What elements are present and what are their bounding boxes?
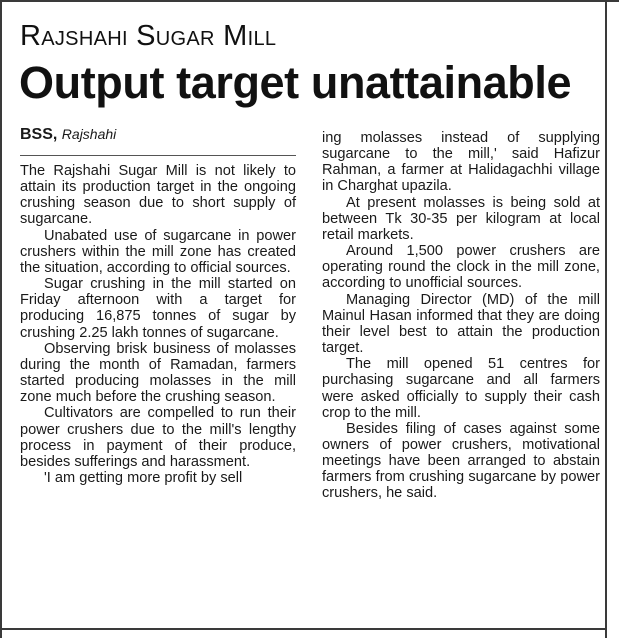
clipping-border-left [0,0,2,638]
clipping-border-top [0,0,619,2]
paragraph: Cultivators are compelled to run their power crushers due to the mill's lengthy process in payment of their produce, besides sufferings and harassment. [20,405,296,470]
paragraph: Sugar crushing in the mill started on Friday afternoon with a target for producing 16,875 tonnes of sugar by crushing 2.25 lakh tonnes of sugarcane. [20,276,296,341]
clipping-border-bottom [0,628,607,630]
paragraph: Observing brisk business of molasses during the month of Ramadan, farmers started producing molasses in the mill zone much before the crushing season. [20,340,296,406]
paragraph: The mill opened 51 centres for purchasing sugarcane and all farmers were asked officially to supply their cash crop to the mill. [322,356,600,421]
paragraph: The Rajshahi Sugar Mill is not likely to attain its production target in the ongoing crushing season due to short supply of sugarcane. [20,163,296,228]
clipping-border-right [605,0,607,638]
paragraph: At present molasses is being sold at between Tk 30-35 per kilogram at local retail markets. [322,194,600,243]
paragraph: Besides filing of cases against some owners of power crushers, motivational meetings have been arranged to abstain farmers from crushing sugarcane by power crushers, he said. [322,420,600,502]
article-kicker: Rajshahi Sugar Mill [20,20,277,52]
article-headline: Output target unattainable [19,57,572,108]
paragraph: Around 1,500 power crushers are operating round the clock in the mill zone, according to unofficial sources. [322,243,600,292]
byline-place: Rajshahi [61,126,117,142]
paragraph: Unabated use of sugarcane in power crushers within the mill zone has created the situation, according to official sources. [20,227,296,276]
paragraph: 'I am getting more profit by sell [44,469,243,486]
byline-agency: BSS, [20,126,58,143]
paragraph-continuation: ing molasses instead of supplying sugarcane to the mill,' said Hafizur Rahman, a farmer at Halidagachhi village in Charghat upazila. [322,130,600,195]
article-column-left [20,163,296,486]
paragraph: Managing Director (MD) of the mill Mainul Hasan informed that they are doing their level best to attain the production target. [322,291,600,357]
article-byline [20,127,116,143]
byline-divider [20,155,296,156]
article-column-right [322,130,600,502]
